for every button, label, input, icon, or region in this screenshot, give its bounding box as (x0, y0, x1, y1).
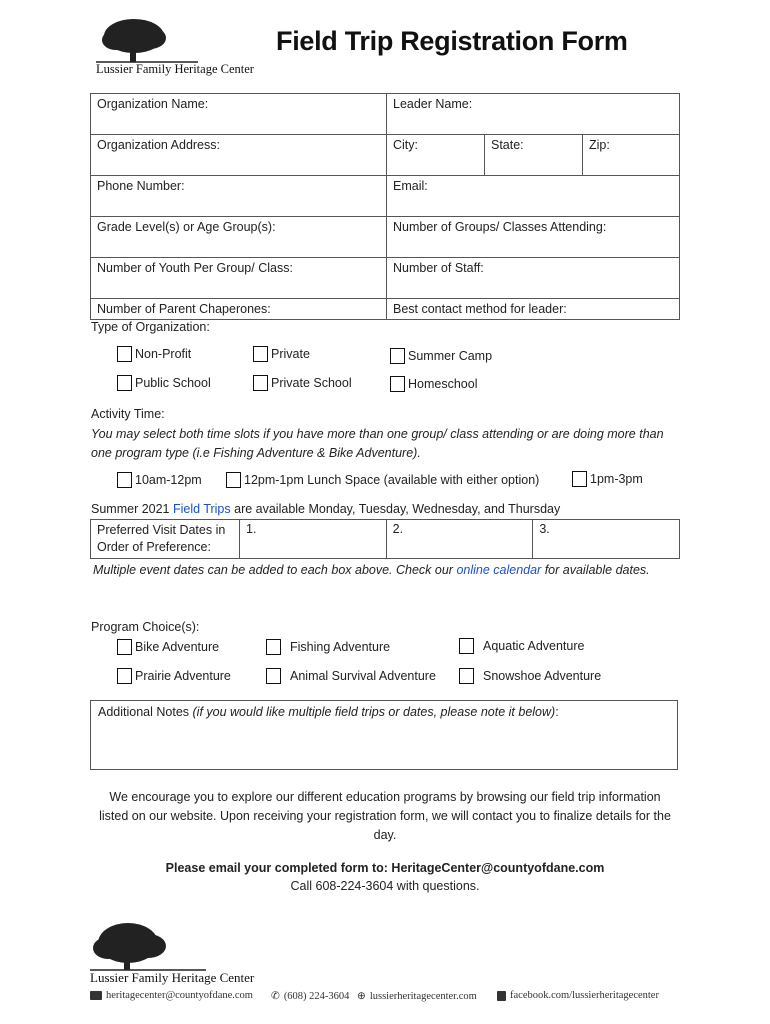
globe-icon: ⊕ (357, 991, 366, 1002)
staff-count-field[interactable]: Number of Staff: (387, 258, 680, 299)
footer-facebook: facebook.com/lussierheritagecenter (497, 990, 659, 1001)
checkbox-icon[interactable] (266, 668, 281, 684)
facebook-icon (497, 991, 506, 1001)
checkbox-aquatic-adventure[interactable]: Aquatic Adventure (459, 638, 584, 654)
checkbox-icon[interactable] (117, 472, 132, 488)
email-field[interactable]: Email: (387, 176, 680, 217)
checkbox-private-school[interactable]: Private School (253, 375, 352, 391)
footer-website: ⊕ lussierheritagecenter.com (357, 990, 477, 1002)
checkbox-prairie-adventure[interactable]: Prairie Adventure (117, 668, 231, 684)
footer-phone: ✆ (608) 224-3604 (271, 990, 350, 1002)
checkbox-icon[interactable] (226, 472, 241, 488)
checkbox-icon[interactable] (390, 348, 405, 364)
checkbox-summer-camp[interactable]: Summer Camp (390, 348, 492, 364)
program-choice-label: Program Choice(s): (91, 620, 200, 634)
city-field[interactable]: City: (387, 135, 485, 176)
checkbox-icon[interactable] (459, 638, 474, 654)
checkbox-icon[interactable] (117, 346, 132, 362)
checkbox-homeschool[interactable]: Homeschool (390, 376, 477, 392)
tree-logo-icon (92, 14, 202, 66)
logo-text: Lussier Family Heritage Center (96, 62, 254, 76)
checkbox-snowshoe-adventure[interactable]: Snowshoe Adventure (459, 668, 601, 684)
page-title: Field Trip Registration Form (276, 26, 628, 56)
org-address-field[interactable]: Organization Address: (91, 135, 387, 176)
checkbox-animal-survival-adventure[interactable]: Animal Survival Adventure (266, 668, 436, 684)
checkbox-fishing-adventure[interactable]: Fishing Adventure (266, 639, 390, 655)
checkbox-icon[interactable] (253, 346, 268, 362)
contact-method-field[interactable]: Best contact method for leader: (387, 299, 680, 320)
preferred-dates-table (90, 519, 680, 559)
leader-name-field[interactable]: Leader Name: (387, 94, 680, 135)
logo (92, 14, 252, 80)
youth-per-group-field[interactable]: Number of Youth Per Group/ Class: (91, 258, 387, 299)
online-calendar-link[interactable]: online calendar (456, 563, 542, 577)
envelope-icon (90, 991, 102, 1000)
field-trips-link[interactable]: Field Trips (172, 502, 231, 516)
checkbox-1pm-3pm[interactable]: 1pm-3pm (572, 471, 643, 487)
checkbox-public-school[interactable]: Public School (117, 375, 211, 391)
checkbox-10am-12pm[interactable]: 10am-12pm (117, 472, 202, 488)
checkbox-icon[interactable] (117, 639, 132, 655)
tree-logo-icon (88, 918, 218, 976)
groups-attending-field[interactable]: Number of Groups/ Classes Attending: (387, 217, 680, 258)
checkbox-non-profit[interactable]: Non-Profit (117, 346, 191, 362)
state-field[interactable]: State: (485, 135, 583, 176)
chaperones-field[interactable]: Number of Parent Chaperones: (91, 299, 387, 320)
date-choice-1[interactable]: 1. (240, 520, 387, 559)
zip-field[interactable]: Zip: (583, 135, 680, 176)
grade-level-field[interactable]: Grade Level(s) or Age Group(s): (91, 217, 387, 258)
summer-availability: Summer 2021 Field Trips are available Monday, Tuesday, Wednesday, and Thursday (91, 502, 561, 516)
date-choice-2[interactable]: 2. (386, 520, 533, 559)
multiple-dates-note: Multiple event dates can be added to each box above. Check our online calendar for available dates. (93, 563, 650, 577)
email-instructions: Please email your completed form to: HeritageCenter@countyofdane.com (165, 861, 605, 875)
checkbox-12pm-1pm[interactable]: 12pm-1pm Lunch Space (available with either option) (226, 472, 539, 488)
call-instructions: Call 608-224-3604 with questions. (290, 879, 480, 893)
checkbox-icon[interactable] (117, 375, 132, 391)
date-choice-3[interactable]: 3. (533, 520, 680, 559)
checkbox-icon[interactable] (117, 668, 132, 684)
additional-notes-field[interactable]: Additional Notes (if you would like multiple field trips or dates, please note it below): (90, 700, 678, 770)
org-name-field[interactable]: Organization Name: (91, 94, 387, 135)
org-type-label: Type of Organization: (91, 320, 210, 334)
preferred-dates-label: Preferred Visit Dates in Order of Preference: (91, 520, 240, 559)
phone-field[interactable]: Phone Number: (91, 176, 387, 217)
encourage-text: We encourage you to explore our different education programs by browsing our field trip information listed on our website. Upon receiving your registration form, we will contact you to finalize details for the day. (99, 790, 671, 842)
footer-email: heritagecenter@countyofdane.com (90, 990, 253, 1001)
footer-logo (88, 918, 255, 990)
checkbox-bike-adventure[interactable]: Bike Adventure (117, 639, 219, 655)
organization-info-table (90, 93, 680, 320)
checkbox-icon[interactable] (459, 668, 474, 684)
checkbox-icon[interactable] (572, 471, 587, 487)
checkbox-icon[interactable] (253, 375, 268, 391)
footer-logo-text: Lussier Family Heritage Center (90, 970, 255, 985)
checkbox-private[interactable]: Private (253, 346, 310, 362)
checkbox-icon[interactable] (266, 639, 281, 655)
checkbox-icon[interactable] (390, 376, 405, 392)
activity-time-note: You may select both time slots if you have more than one group/ class attending or are doing more than one program type (i.e Fishing Adventure & Bike Adventure). (91, 427, 664, 460)
phone-icon: ✆ (271, 991, 280, 1002)
activity-time-label: Activity Time: (91, 407, 165, 421)
